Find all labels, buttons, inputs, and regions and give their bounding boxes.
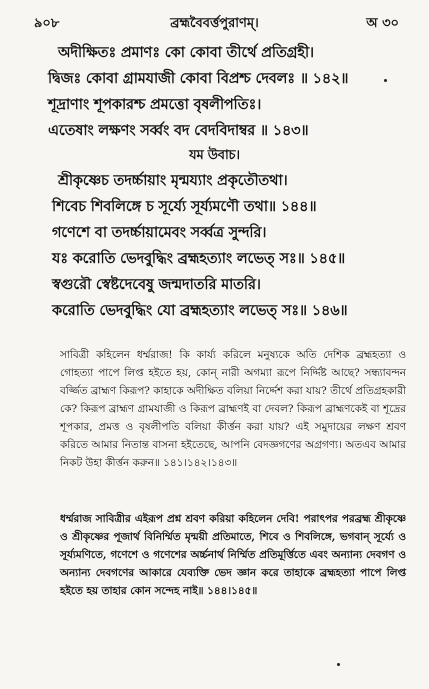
verse-line: স্বগুরৌ স্বেষ্টদেবেষু জন্মদাতরি মাতরি। [52,276,261,293]
page-number: ৯০৮ [34,16,60,31]
verse-line: দ্বিজঃ কোবা গ্রামযাজী কোবা বিপ্রশ্চ দেবলঃ ॥ ১৪২॥ [48,70,349,87]
verse-line: অদীক্ষিতঃ প্রমাণঃ কো কোবা তীর্থে প্রতিগ্রহী। [58,44,314,61]
page-header [0,14,429,36]
ink-speck [384,79,387,82]
verse-line: এতেষাং লক্ষণং সর্ব্বং বদ বেদবিদাম্বর ॥ ১৪৩॥ [48,122,309,139]
verse-line: গণেশে বা তদর্চ্চায়ামেবং সর্ব্বত্র সুন্দরি। [52,224,267,241]
paragraph-text: ধর্ম্মরাজ সাবিত্রীর এইরূপ প্রশ্ন শ্রবণ করিয়া কহিলেন দেবি! পরাৎপর পরব্রহ্ম শ্রীকৃষ্ণে ও শ্রীকৃষ্ণের পূজার্থ বিনির্ম্মিত মৃন্ময়ী প্রতিমাতে, শিবে ও শিবলিঙ্গে, ভগবান্‌ সূর্য্যে ও সূর্য্যমণিতে, গণেশে ও গণেশের অর্চ্চনার্থ নির্ম্মিত প্রতিমূর্ত্তিতে এবং অন্যান্য দেবগণ ও অন্যান্য দেবগণের আকারে যেব্যক্তি ভেদ জ্ঞান করে তাহাকে ব্রহ্মহত্যা পাপে লিপ্ত হইতে হয় তাহার কোন সন্দেহ নাই॥ ১৪৪।১৪৫॥ [60,513,406,597]
verse-line: যঃ করোতি ভেদবুদ্ধিং ব্রহ্মহত্যাং লভেত্‌ সঃ॥ ১৪৫॥ [52,250,346,267]
section-marker: অ ৩০ [366,16,399,31]
verse-line: করোতি ভেদবুদ্ধিং যো ব্রহ্মহত্যাং লভেত্‌ সঃ॥ ১৪৬॥ [52,302,348,319]
verse-line: শূদ্রাণাং শূপকারশ্চ প্রমত্তো বৃষলীপতিঃ। [48,96,262,113]
prose-paragraph-1 [38,346,406,472]
verse-heading: যম উবাচ। [189,148,240,163]
verse-line: শ্রীকৃষ্ণেচ তদর্চ্চায়াং মৃন্ময্যাং প্রকৃতৌতথা। [58,172,288,189]
running-title: ব্রহ্মবৈবর্ত্তপুরাণম্‌। [170,16,259,31]
verse-line: শিবেচ শিবলিঙ্গে চ সূর্য্যে সূর্য্যমণৌ তথা॥ ১৪৪॥ [52,198,317,215]
ink-speck [337,663,340,666]
prose-paragraph-2 [38,510,406,600]
paragraph-text: সাবিত্রী কহিলেন ধর্ম্মরাজ! কি কার্য্য করিলে মনুষ্যকে অতি দেশিক ব্রহ্মহত্যা ও গোহত্যা পাপে লিপ্ত হইতে হয়, কোন্‌ নারী অগম্যা রূপে নির্দ্দিষ্ট আছে? সন্ধ্যাবন্দন বর্জ্জিত ব্রাহ্মণ কিরূপ? কাহাকে অদীক্ষিত বলিয়া নির্দ্দেশ করা যায়? তীর্থে প্রতিগ্রহকারী কে? কিরূপ ব্রাহ্মণ গ্রামযাজী ও কিরূপ ব্রাহ্মণই বা দেবল? কিরূপ ব্রাহ্মণকেই বা শূদ্রের শূপকার, প্রমত্ত ও বৃষলীপতি বলিয়া কীর্ত্তন করা যায়? এই সমুদায়ের লক্ষণ শ্রবণ করিতে আমার নিতান্ত বাসনা হইতেছে, আপনি বেদজ্ঞগণের অগ্রগণ্য। অতএব আমার নিকট উহা কীর্ত্তন করুন॥ ১৪১।১৪২।১৪৩॥ [60,349,406,469]
